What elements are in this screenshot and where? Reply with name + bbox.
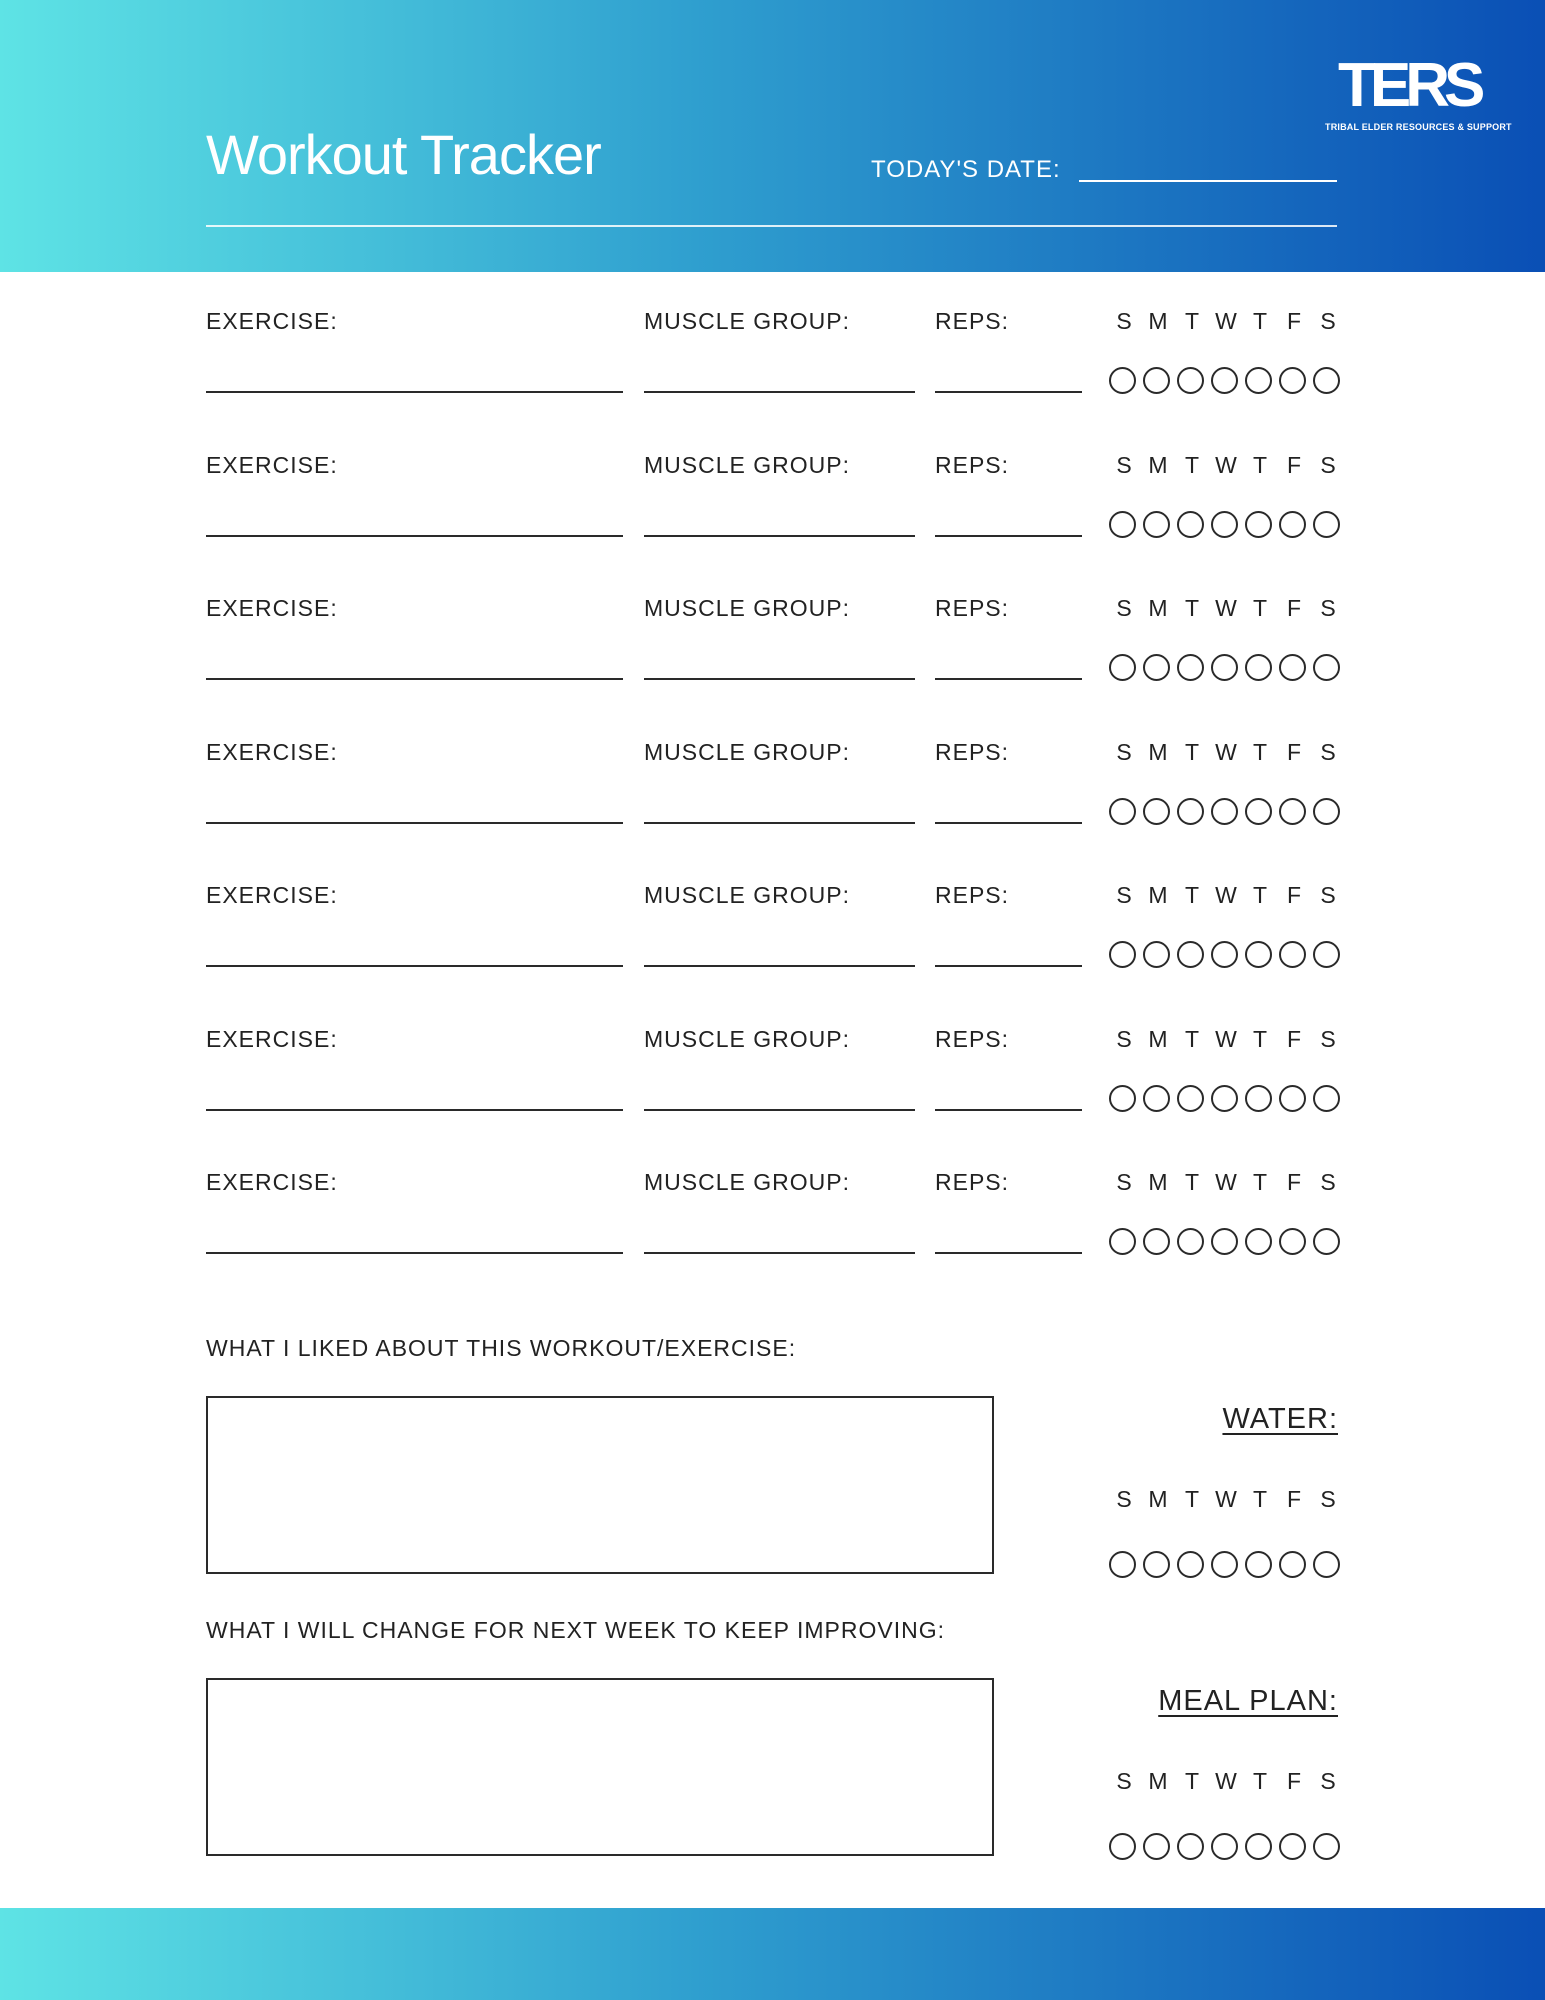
exercise-day-label: S (1320, 1026, 1336, 1052)
logo-subtitle: TRIBAL ELDER RESOURCES & SUPPORT (1325, 122, 1512, 132)
exercise-day-checkbox[interactable] (1245, 1228, 1272, 1255)
exercise-day-checkbox[interactable] (1279, 1085, 1306, 1112)
exercise-input-line[interactable] (206, 822, 623, 824)
muscle-group-label: MUSCLE GROUP: (644, 1026, 850, 1052)
exercise-day-label: T (1252, 882, 1268, 908)
exercise-day-labels (1108, 308, 1340, 338)
water-day-checkboxes (1108, 1551, 1340, 1579)
exercise-day-label: T (1252, 308, 1268, 334)
exercise-input-line[interactable] (206, 678, 623, 680)
exercise-day-label: W (1215, 1026, 1237, 1052)
meal-plan-day-label: T (1184, 1768, 1200, 1794)
exercise-day-checkbox[interactable] (1211, 654, 1238, 681)
meal-plan-day-checkbox[interactable] (1211, 1833, 1238, 1860)
exercise-day-checkbox[interactable] (1245, 941, 1272, 968)
exercise-input-line[interactable] (206, 1109, 623, 1111)
exercise-day-label: T (1184, 1026, 1200, 1052)
exercise-day-checkbox[interactable] (1313, 1228, 1340, 1255)
exercise-day-checkbox[interactable] (1109, 941, 1136, 968)
exercise-day-label: M (1148, 882, 1168, 908)
exercise-day-labels (1108, 1169, 1340, 1199)
exercise-day-labels (1108, 452, 1340, 482)
reps-input-line[interactable] (935, 678, 1082, 680)
exercise-day-checkbox[interactable] (1109, 1228, 1136, 1255)
exercise-day-label: M (1148, 1026, 1168, 1052)
meal-plan-title: MEAL PLAN: (1158, 1685, 1338, 1717)
exercise-day-label: T (1184, 739, 1200, 765)
muscle-group-label: MUSCLE GROUP: (644, 452, 850, 478)
exercise-day-checkbox[interactable] (1211, 1228, 1238, 1255)
muscle-group-input-line[interactable] (644, 1252, 915, 1254)
exercise-day-checkbox[interactable] (1313, 1085, 1340, 1112)
exercise-day-checkboxes (1108, 798, 1340, 826)
exercise-day-label: M (1148, 739, 1168, 765)
meal-plan-day-label: W (1215, 1768, 1237, 1794)
exercise-day-label: T (1252, 595, 1268, 621)
exercise-day-label: S (1116, 452, 1132, 478)
exercise-day-checkbox[interactable] (1177, 511, 1204, 538)
exercise-label: EXERCISE: (206, 739, 338, 765)
exercise-day-label: S (1116, 882, 1132, 908)
exercise-day-checkbox[interactable] (1109, 511, 1136, 538)
meal-plan-day-label: M (1148, 1768, 1168, 1794)
water-title: WATER: (1222, 1403, 1338, 1435)
reps-label: REPS: (935, 595, 1010, 621)
exercise-day-label: S (1320, 452, 1336, 478)
water-day-label: M (1148, 1486, 1168, 1512)
exercise-day-label: M (1148, 595, 1168, 621)
exercise-label: EXERCISE: (206, 882, 338, 908)
exercise-day-checkbox[interactable] (1143, 1085, 1170, 1112)
change-label: WHAT I WILL CHANGE FOR NEXT WEEK TO KEEP IMPROVING: (206, 1617, 945, 1643)
reps-label: REPS: (935, 452, 1010, 478)
meal-plan-day-label: S (1116, 1768, 1132, 1794)
exercise-day-checkbox[interactable] (1245, 1085, 1272, 1112)
exercise-row (0, 739, 1545, 883)
exercise-day-label: W (1215, 882, 1237, 908)
meal-plan-day-checkbox[interactable] (1313, 1833, 1340, 1860)
liked-label: WHAT I LIKED ABOUT THIS WORKOUT/EXERCISE: (206, 1335, 797, 1361)
water-day-checkbox[interactable] (1177, 1551, 1204, 1578)
water-day-checkbox[interactable] (1313, 1551, 1340, 1578)
exercise-day-checkbox[interactable] (1109, 654, 1136, 681)
exercise-day-checkbox[interactable] (1177, 941, 1204, 968)
exercise-day-labels (1108, 1026, 1340, 1056)
meal-plan-day-checkbox[interactable] (1143, 1833, 1170, 1860)
reps-input-line[interactable] (935, 391, 1082, 393)
exercise-day-label: F (1286, 595, 1302, 621)
water-day-label: T (1252, 1486, 1268, 1512)
exercise-row (0, 1169, 1545, 1313)
exercise-label: EXERCISE: (206, 1026, 338, 1052)
exercise-label: EXERCISE: (206, 1169, 338, 1195)
todays-date-field[interactable] (1079, 180, 1337, 182)
exercise-day-checkbox[interactable] (1177, 1228, 1204, 1255)
exercise-day-checkbox[interactable] (1143, 941, 1170, 968)
meal-plan-day-labels (1108, 1768, 1340, 1798)
exercise-day-checkbox[interactable] (1211, 1085, 1238, 1112)
exercise-day-checkboxes (1108, 511, 1340, 539)
exercise-day-label: W (1215, 595, 1237, 621)
water-day-label: F (1286, 1486, 1302, 1512)
exercise-day-checkbox[interactable] (1245, 511, 1272, 538)
reps-input-line[interactable] (935, 1109, 1082, 1111)
exercise-day-label: S (1320, 739, 1336, 765)
exercise-day-label: S (1116, 739, 1132, 765)
exercise-day-label: F (1286, 882, 1302, 908)
exercise-day-checkbox[interactable] (1109, 798, 1136, 825)
water-day-checkbox[interactable] (1143, 1551, 1170, 1578)
exercise-day-checkbox[interactable] (1279, 654, 1306, 681)
reps-input-line[interactable] (935, 965, 1082, 967)
exercise-day-label: T (1252, 452, 1268, 478)
exercise-input-line[interactable] (206, 391, 623, 393)
meal-plan-day-checkbox[interactable] (1109, 1833, 1136, 1860)
exercise-day-label: S (1116, 1026, 1132, 1052)
water-day-checkbox[interactable] (1279, 1551, 1306, 1578)
header-banner (0, 0, 1545, 272)
muscle-group-input-line[interactable] (644, 1109, 915, 1111)
exercise-row (0, 452, 1545, 596)
exercise-input-line[interactable] (206, 535, 623, 537)
exercise-label: EXERCISE: (206, 308, 338, 334)
water-day-label: S (1116, 1486, 1132, 1512)
exercise-day-checkbox[interactable] (1177, 1085, 1204, 1112)
reps-input-line[interactable] (935, 535, 1082, 537)
exercise-day-checkbox[interactable] (1279, 941, 1306, 968)
exercise-day-checkbox[interactable] (1177, 367, 1204, 394)
exercise-day-label: S (1116, 308, 1132, 334)
reps-label: REPS: (935, 308, 1010, 334)
exercise-row (0, 308, 1545, 452)
exercise-day-checkbox[interactable] (1143, 367, 1170, 394)
exercise-day-label: S (1320, 882, 1336, 908)
exercise-day-checkbox[interactable] (1177, 798, 1204, 825)
exercise-day-label: T (1184, 882, 1200, 908)
exercise-day-checkbox[interactable] (1245, 654, 1272, 681)
exercise-day-label: F (1286, 739, 1302, 765)
exercise-day-checkbox[interactable] (1211, 798, 1238, 825)
water-day-checkbox[interactable] (1245, 1551, 1272, 1578)
exercise-day-checkbox[interactable] (1279, 1228, 1306, 1255)
exercise-day-checkbox[interactable] (1313, 941, 1340, 968)
meal-plan-day-checkbox[interactable] (1279, 1833, 1306, 1860)
exercise-day-checkbox[interactable] (1313, 654, 1340, 681)
exercise-day-label: F (1286, 1026, 1302, 1052)
exercise-day-labels (1108, 739, 1340, 769)
muscle-group-label: MUSCLE GROUP: (644, 882, 850, 908)
reps-label: REPS: (935, 1026, 1010, 1052)
meal-plan-day-label: T (1252, 1768, 1268, 1794)
exercise-day-label: W (1215, 308, 1237, 334)
reps-input-line[interactable] (935, 1252, 1082, 1254)
exercise-day-checkbox[interactable] (1279, 367, 1306, 394)
muscle-group-input-line[interactable] (644, 535, 915, 537)
exercise-day-checkbox[interactable] (1279, 511, 1306, 538)
exercise-day-checkbox[interactable] (1109, 1085, 1136, 1112)
exercise-day-checkbox[interactable] (1279, 798, 1306, 825)
muscle-group-input-line[interactable] (644, 822, 915, 824)
muscle-group-input-line[interactable] (644, 965, 915, 967)
meal-plan-day-checkboxes (1108, 1833, 1340, 1861)
exercise-day-label: T (1252, 739, 1268, 765)
exercise-day-label: S (1320, 1169, 1336, 1195)
exercise-input-line[interactable] (206, 1252, 623, 1254)
exercise-day-checkbox[interactable] (1143, 654, 1170, 681)
muscle-group-label: MUSCLE GROUP: (644, 1169, 850, 1195)
exercise-day-checkbox[interactable] (1245, 798, 1272, 825)
water-day-label: T (1184, 1486, 1200, 1512)
exercise-day-checkbox[interactable] (1245, 367, 1272, 394)
exercise-input-line[interactable] (206, 965, 623, 967)
exercise-day-label: T (1184, 308, 1200, 334)
exercise-day-checkboxes (1108, 941, 1340, 969)
water-day-checkbox[interactable] (1211, 1551, 1238, 1578)
muscle-group-label: MUSCLE GROUP: (644, 308, 850, 334)
exercise-day-label: T (1184, 1169, 1200, 1195)
change-notes-box[interactable] (206, 1678, 994, 1856)
exercise-day-label: W (1215, 452, 1237, 478)
exercise-day-checkboxes (1108, 1228, 1340, 1256)
exercise-day-checkbox[interactable] (1313, 367, 1340, 394)
exercise-day-checkbox[interactable] (1109, 367, 1136, 394)
exercise-day-label: T (1184, 452, 1200, 478)
exercise-day-label: W (1215, 739, 1237, 765)
exercise-day-label: W (1215, 1169, 1237, 1195)
meal-plan-day-checkbox[interactable] (1177, 1833, 1204, 1860)
footer-banner (0, 1908, 1545, 2000)
meal-plan-day-label: S (1320, 1768, 1336, 1794)
exercise-day-checkboxes (1108, 1085, 1340, 1113)
water-day-checkbox[interactable] (1109, 1551, 1136, 1578)
exercise-day-checkbox[interactable] (1313, 511, 1340, 538)
exercise-day-label: T (1252, 1026, 1268, 1052)
muscle-group-input-line[interactable] (644, 678, 915, 680)
todays-date-label: TODAY'S DATE: (871, 156, 1061, 183)
reps-label: REPS: (935, 739, 1010, 765)
exercise-day-labels (1108, 595, 1340, 625)
exercise-day-label: T (1184, 595, 1200, 621)
exercise-row (0, 1026, 1545, 1170)
exercise-day-checkbox[interactable] (1143, 798, 1170, 825)
reps-label: REPS: (935, 1169, 1010, 1195)
header-divider (206, 225, 1337, 227)
reps-label: REPS: (935, 882, 1010, 908)
exercise-day-label: F (1286, 308, 1302, 334)
exercise-row (0, 595, 1545, 739)
exercise-day-label: F (1286, 1169, 1302, 1195)
exercise-day-label: S (1320, 595, 1336, 621)
water-day-labels (1108, 1486, 1340, 1516)
exercise-day-checkboxes (1108, 654, 1340, 682)
exercise-day-label: T (1252, 1169, 1268, 1195)
muscle-group-label: MUSCLE GROUP: (644, 595, 850, 621)
exercise-day-label: M (1148, 452, 1168, 478)
exercise-day-label: F (1286, 452, 1302, 478)
exercise-day-label: S (1116, 595, 1132, 621)
meal-plan-day-checkbox[interactable] (1245, 1833, 1272, 1860)
exercise-day-labels (1108, 882, 1340, 912)
exercise-day-checkbox[interactable] (1143, 511, 1170, 538)
exercise-day-checkbox[interactable] (1211, 511, 1238, 538)
exercise-day-checkbox[interactable] (1177, 654, 1204, 681)
exercise-label: EXERCISE: (206, 452, 338, 478)
exercise-day-label: M (1148, 1169, 1168, 1195)
exercise-day-label: S (1320, 308, 1336, 334)
exercise-day-label: M (1148, 308, 1168, 334)
water-day-label: S (1320, 1486, 1336, 1512)
muscle-group-input-line[interactable] (644, 391, 915, 393)
reps-input-line[interactable] (935, 822, 1082, 824)
exercise-row (0, 882, 1545, 1026)
muscle-group-label: MUSCLE GROUP: (644, 739, 850, 765)
exercise-day-checkbox[interactable] (1211, 367, 1238, 394)
page-title: Workout Tracker (206, 123, 601, 186)
exercise-day-checkbox[interactable] (1143, 1228, 1170, 1255)
exercise-day-checkbox[interactable] (1313, 798, 1340, 825)
ters-logo: TERS (1338, 51, 1480, 120)
water-day-label: W (1215, 1486, 1237, 1512)
exercise-day-checkbox[interactable] (1211, 941, 1238, 968)
exercise-day-label: S (1116, 1169, 1132, 1195)
liked-notes-box[interactable] (206, 1396, 994, 1574)
meal-plan-day-label: F (1286, 1768, 1302, 1794)
exercise-day-checkboxes (1108, 367, 1340, 395)
exercise-label: EXERCISE: (206, 595, 338, 621)
